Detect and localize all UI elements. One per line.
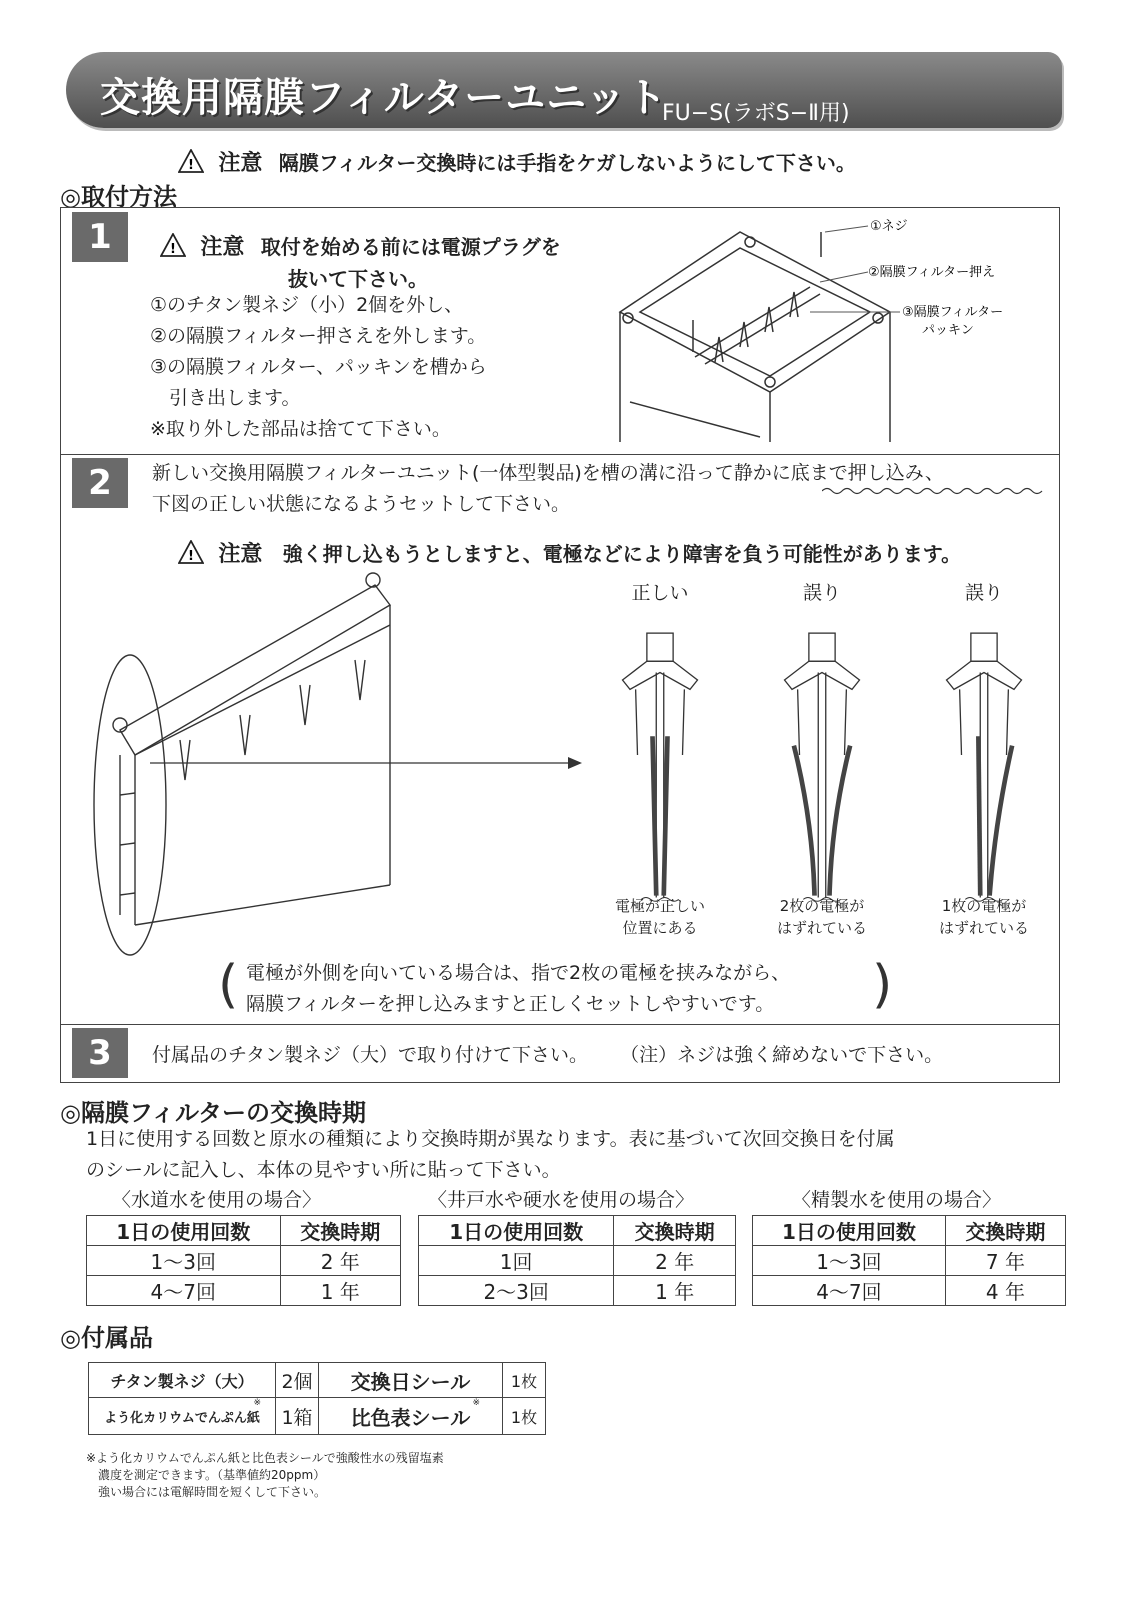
page-title: 交換用隔膜フィルターユニット [100, 75, 668, 121]
caption-line: 電極が正しい [614, 897, 705, 915]
caption-line: はずれている [776, 919, 867, 937]
electrode-drawing [752, 605, 892, 905]
table-cell: 1 年 [280, 1276, 401, 1306]
accessories-table [88, 1362, 546, 1435]
accessory-qty: 1枚 [503, 1363, 546, 1398]
warning-icon [178, 540, 204, 564]
table-cell: 2〜3回 [419, 1276, 614, 1306]
step-2-note [246, 958, 790, 1020]
step-3-number: 3 [72, 1028, 128, 1078]
install-heading: ◎取付方法 [60, 183, 177, 211]
table-header: 1日の使用回数 [87, 1216, 281, 1246]
replacement-heading: ◎隔膜フィルターの交換時期 [60, 1099, 367, 1127]
step-3-text [152, 1040, 943, 1067]
caution-label: 注意 [218, 151, 263, 176]
caution-text: 隔膜フィルター交換時には手指をケガしないようにして下さい。 [278, 151, 856, 175]
table-header: 交換時期 [945, 1216, 1065, 1246]
table-header: 1日の使用回数 [419, 1216, 614, 1246]
step-2-number: 2 [72, 458, 128, 508]
caution-text: 強く押し込もうとしますと、電極などにより障害を負う可能性があります。 [282, 542, 962, 566]
filter-unit-illustration [90, 565, 600, 960]
tank-diagram [600, 212, 1055, 454]
accessory-name-cell [89, 1398, 276, 1435]
warning-icon [178, 149, 204, 173]
accessory-name: 交換日シール [319, 1363, 503, 1398]
electrode-figure [752, 578, 892, 958]
instruction-line: 付属品のチタン製ネジ（大）で取り付けて下さい。 [152, 1044, 589, 1066]
label-screw: ①ネジ [870, 219, 908, 234]
caution-text-2: 抜いて下さい。 [288, 267, 428, 291]
step-1-caution [160, 230, 561, 261]
table-header: 1日の使用回数 [753, 1216, 946, 1246]
schedule-table-tap-water [86, 1215, 401, 1306]
step-2-caution [178, 537, 961, 568]
caution-label: 注意 [218, 542, 263, 567]
description-line: のシールに記入し、本体の見やすい所に貼って下さい。 [86, 1159, 561, 1181]
accessories-footnote [86, 1450, 444, 1501]
caption-line: 2枚の電極が [779, 897, 865, 915]
caution-text: 取付を始める前には電源プラグを [260, 235, 561, 259]
caution-label: 注意 [200, 235, 245, 260]
svg-text:!: ! [188, 549, 194, 564]
note-line: 隔膜フィルターを押し込みますと正しくセットしやすいです。 [246, 993, 775, 1015]
svg-text:!: ! [170, 242, 176, 257]
figure-title: 誤り [802, 582, 841, 604]
instruction-line: ※取り外した部品は捨てて下さい。 [150, 418, 451, 440]
accessories-heading: ◎付属品 [60, 1324, 153, 1352]
table-cell: 4〜7回 [753, 1276, 946, 1306]
instruction-line: ③の隔膜フィルター、パッキンを槽から [150, 356, 487, 378]
divider [60, 1024, 1060, 1025]
table-cell: 7 年 [945, 1246, 1065, 1276]
footnote-mark: ※ [472, 1398, 480, 1408]
table-cell: 1 年 [614, 1276, 736, 1306]
warning-icon [160, 233, 186, 257]
figure-title: 正しい [631, 582, 689, 604]
top-caution [178, 146, 856, 177]
table-cell: 2 年 [614, 1246, 736, 1276]
accessory-name-cell [319, 1398, 503, 1435]
table-cell: 2 年 [280, 1246, 401, 1276]
label-packing-2: パッキン [922, 323, 974, 338]
accessory-name: チタン製ネジ（大） [89, 1363, 276, 1398]
svg-text:!: ! [188, 158, 194, 173]
instruction-line: 下図の正しい状態になるようセットして下さい。 [152, 493, 571, 515]
instruction-note: （注）ネジは強く締めないで下さい。 [620, 1044, 944, 1066]
caption-line: 位置にある [622, 919, 698, 937]
schedule-table-well-water [418, 1215, 736, 1306]
schedule-table-purified-water [752, 1215, 1066, 1306]
description-line: 1日に使用する回数と原水の種類により交換時期が異なります。表に基づいて次回交換日を付属 [86, 1128, 895, 1150]
electrode-drawing [590, 605, 730, 905]
paren-left: ( [218, 955, 239, 1015]
table-cell: 4 年 [945, 1276, 1065, 1306]
instruction-line: 新しい交換用隔膜フィルターユニット(一体型製品)を槽の溝に沿って静かに底まで押し込み、 [152, 462, 944, 484]
figure-title: 誤り [964, 582, 1003, 604]
note-line: 電極が外側を向いている場合は、指で2枚の電極を挟みながら、 [246, 962, 791, 984]
table-caption: 〈水道水を使用の場合〉 [112, 1189, 322, 1211]
step-1-instructions [150, 290, 487, 445]
footnote-line: 強い場合には電解時間を短くして下さい。 [98, 1485, 327, 1499]
footnote-mark: ※ [253, 1398, 261, 1408]
electrode-figure [914, 578, 1054, 958]
replacement-description [86, 1124, 895, 1186]
table-caption: 〈井戸水や硬水を使用の場合〉 [428, 1189, 695, 1211]
table-header: 交換時期 [280, 1216, 401, 1246]
instruction-line: ②の隔膜フィルター押さえを外します。 [150, 325, 487, 347]
accessory-qty: 1枚 [503, 1398, 546, 1435]
label-holder: ②隔膜フィルター押え [868, 265, 996, 280]
accessory-qty: 2個 [276, 1363, 319, 1398]
divider [60, 454, 1060, 455]
table-cell: 1〜3回 [753, 1246, 946, 1276]
footnote-line: ※よう化カリウムでんぷん紙と比色表シールで強酸性水の残留塩素 [86, 1451, 444, 1465]
table-caption: 〈精製水を使用の場合〉 [792, 1189, 1002, 1211]
footnote-line: 濃度を測定できます。（基準値約20ppm） [98, 1468, 326, 1482]
emphasis-wave [822, 486, 1048, 496]
table-cell: 1〜3回 [87, 1246, 281, 1276]
instruction-line: ①のチタン製ネジ（小）2個を外し、 [150, 294, 464, 316]
accessory-name: 比色表シール [350, 1405, 471, 1430]
electrode-figure [590, 578, 730, 958]
instruction-line: 引き出します。 [150, 387, 301, 409]
label-packing: ③隔膜フィルター [902, 305, 1004, 320]
caption-line: はずれている [938, 919, 1029, 937]
table-cell: 1回 [419, 1246, 614, 1276]
model-label: FU−S(ラボS−Ⅱ用) [662, 101, 850, 126]
caption-line: 1枚の電極が [941, 897, 1027, 915]
paren-right: ) [872, 955, 893, 1015]
table-header: 交換時期 [614, 1216, 736, 1246]
table-cell: 4〜7回 [87, 1276, 281, 1306]
accessory-name: よう化カリウムでんぷん紙 [104, 1410, 260, 1426]
accessory-qty: 1箱 [276, 1398, 319, 1435]
step-1-number: 1 [72, 212, 128, 262]
electrode-drawing [914, 605, 1054, 905]
